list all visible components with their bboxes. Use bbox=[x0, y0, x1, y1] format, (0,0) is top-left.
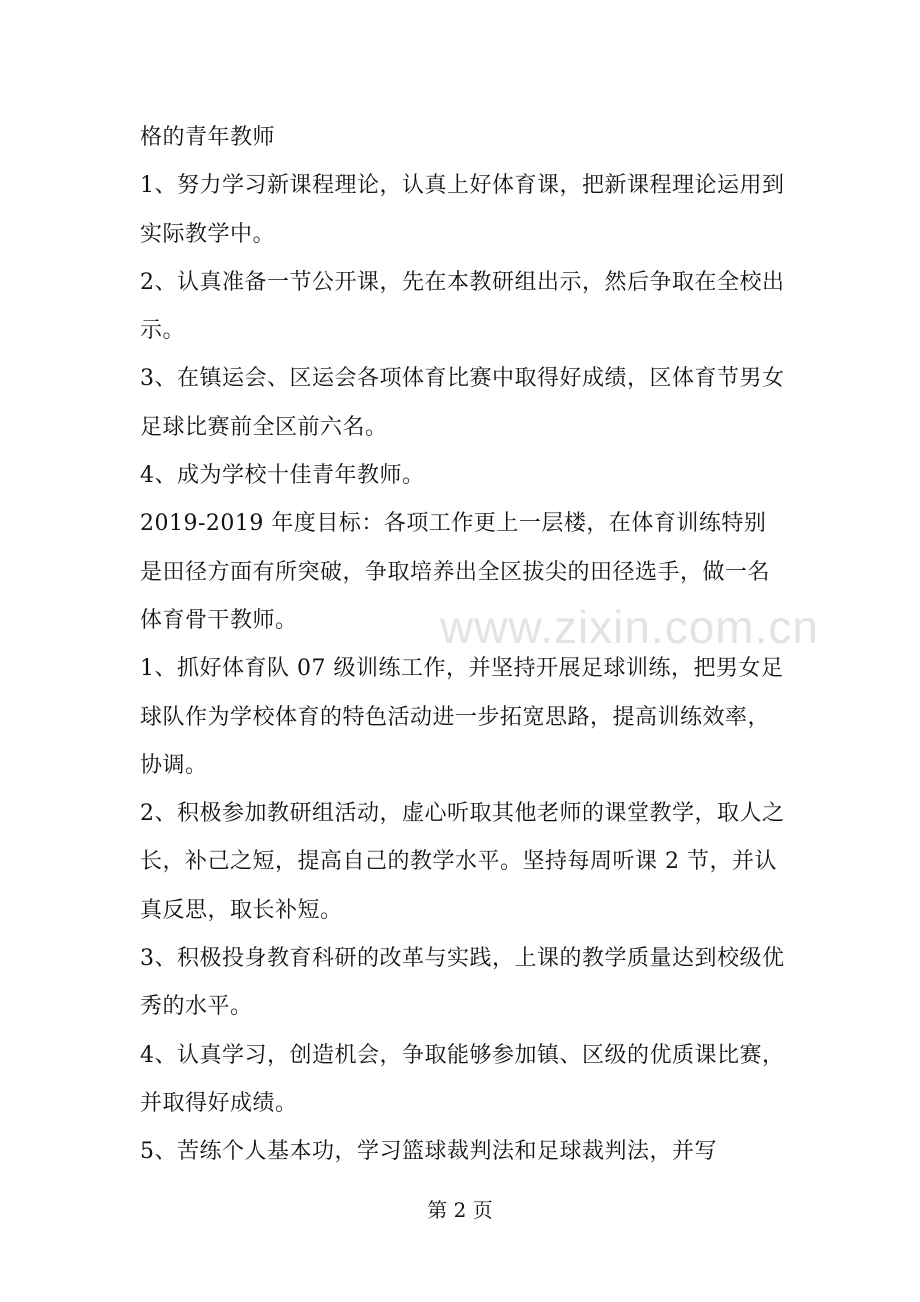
paragraph: 1、抓好体育队 07 级训练工作，并坚持开展足球训练，把男女足球队作为学校体育的特色活动进一步拓宽思路，提高训练效率，协调。 bbox=[140, 656, 784, 778]
watermark: www.zixin.com.cn bbox=[440, 601, 819, 653]
paragraph: 1、努力学习新课程理论，认真上好体育课，把新课程理论运用到实际教学中。 bbox=[140, 173, 785, 247]
paragraph: 5、苦练个人基本功，学习篮球裁判法和足球裁判法，并写 bbox=[140, 1139, 717, 1165]
paragraph: 2、认真准备一节公开课，先在本教研组出示，然后争取在全校出示。 bbox=[140, 269, 785, 344]
paragraph: 2019-2019 年度目标：各项工作更上一层楼，在体育训练特别是田径方面有所突破，争取培养出全区拔尖的田径选手，做一名体育骨干教师。 bbox=[140, 511, 771, 633]
paragraph: 3、积极投身教育科研的改革与实践，上课的教学质量达到校级优秀的水平。 bbox=[140, 946, 785, 1020]
paragraph: 3、在镇运会、区运会各项体育比赛中取得好成绩，区体育节男女足球比赛前全区前六名。 bbox=[140, 366, 785, 440]
page-number: 第 2 页 bbox=[427, 1198, 493, 1222]
paragraph: 4、认真学习，创造机会，争取能够参加镇、区级的优质课比赛，并取得好成绩。 bbox=[140, 1042, 785, 1116]
paragraph: 格的青年教师 bbox=[140, 125, 276, 150]
paragraph: 2、积极参加教研组活动，虚心听取其他老师的课堂教学，取人之长，补己之短，提高自己的教学水平。坚持每周听课 2 节，并认真反思，取长补短。 bbox=[140, 801, 785, 923]
paragraph: 4、成为学校十佳青年教师。 bbox=[140, 463, 425, 489]
